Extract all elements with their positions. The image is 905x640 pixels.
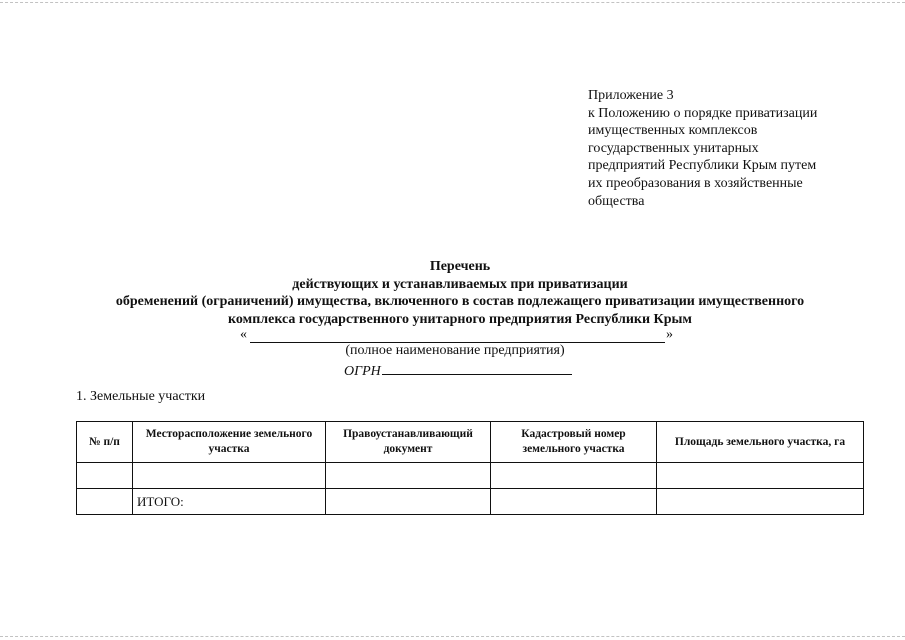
table-cell <box>326 489 491 515</box>
appendix-note <box>588 87 858 210</box>
title-line: обременений (ограничений) имущества, включенного в состав подлежащего приватизации имущественного <box>115 294 805 309</box>
document-title <box>40 258 880 328</box>
appendix-line: их преобразования в хозяйственные <box>588 175 803 191</box>
table-cell <box>491 489 657 515</box>
title-line: действующих и устанавливаемых при приватизации <box>292 276 628 292</box>
appendix-line: к Положению о порядке приватизации <box>588 105 818 121</box>
appendix-line: предприятий Республики Крым путем <box>588 158 817 174</box>
total-label: ИТОГО: <box>133 489 326 515</box>
table-cell <box>77 463 133 489</box>
title-line: Перечень <box>429 259 491 274</box>
column-header-area: Площадь земельного участка, га <box>657 422 864 463</box>
table-row <box>77 463 864 489</box>
scan-edge-bottom <box>0 636 905 637</box>
ogrn-blank-line <box>382 360 572 375</box>
table-cell <box>133 463 326 489</box>
table-cell <box>491 463 657 489</box>
appendix-line: общества <box>588 193 645 209</box>
appendix-line: Приложение 3 <box>588 88 674 103</box>
table-cell <box>326 463 491 489</box>
table-header-row <box>77 422 864 463</box>
scan-edge-top <box>0 2 905 3</box>
appendix-line: имущественных комплексов <box>588 123 758 139</box>
title-line: комплекса государственного унитарного предприятия Республики Крым <box>228 311 692 327</box>
column-header-number: № п/п <box>77 422 133 463</box>
table-total-row <box>77 489 864 515</box>
appendix-line: государственных унитарных <box>588 140 759 156</box>
column-header-title-document: Правоустанавливающий документ <box>326 422 491 463</box>
column-header-cadastral-number: Кадастровый номер земельного участка <box>491 422 657 463</box>
table-cell <box>77 489 133 515</box>
table-cell <box>657 489 864 515</box>
ogrn-field <box>344 360 572 378</box>
column-header-location: Месторасположение земельного участка <box>133 422 326 463</box>
ogrn-label: ОГРН <box>344 364 381 379</box>
land-parcels-table <box>76 421 864 515</box>
opening-quote: « <box>240 327 247 342</box>
section-heading: 1. Земельные участки <box>76 389 206 404</box>
enterprise-name-caption: (полное наименование предприятия) <box>345 343 565 358</box>
table-cell <box>657 463 864 489</box>
closing-quote: » <box>666 327 673 342</box>
